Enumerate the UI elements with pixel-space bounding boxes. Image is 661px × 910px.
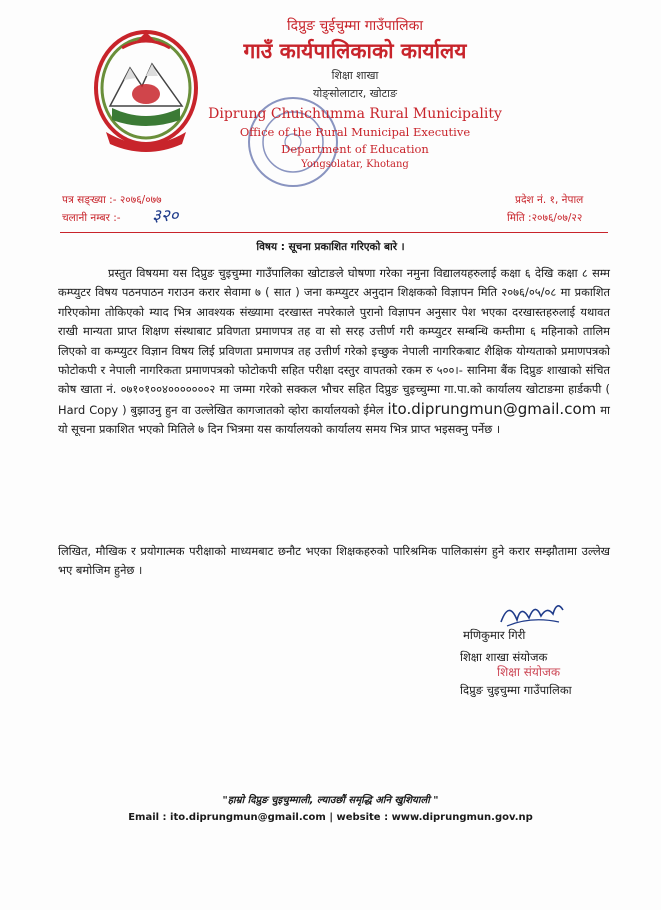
letter-subject: विषय : सूचना प्रकाशित गरिएको बारे । xyxy=(256,241,405,253)
email-address-inline: ito.diprungmun@gmail.com xyxy=(387,399,597,418)
paragraph-1-text-a: प्रस्तुत विषयमा यस दिप्रुङ चुइचुम्मा गाउँपालिका खोटाङले घोषणा गरेका नमुना विद्यालयहरुलाई कक्षा ६ देखि कक्षा ८ सम्म कम्प्युटर विषय पठनपाठन गराउन करार सेवामा ७ ( सात ) जना कम्प्युटर अनुदान शिक्षकको विज्ञापन मिति २०७६/०५/०८ मा प्रकाशित गरिएकोमा तोकिएको म्याद भित्र आवश्यक संख्यामा दरखास्त नपरेकाले पुरानो विज्ञापन अनुसार पेश भएका दरखास्तहरुलाई यथावत राखी मान्यता प्राप्त शिक्षण संस्थाबाट प्रविणता प्रमाणपत्र तह वा सो सरह उत्तीर्ण गरी कम्प्युटर सम्बन्धि कम्तीमा ६ महिनाको तालिम लिएको वा कम्प्युटर विज्ञान विषय लिई प्रविणता प्रमाणपत्र तह उत्तीर्ण गरेको इच्छुक नेपाली नागरिकबाट शैक्षिक योग्यताको प्रमाणपत्रको फोटोकपी र नेपाली नागरिकता प्रमाणपत्रको फोटोकपी सहित परीक्षा दस्तुर वापतको रकम रु ५००।- सानिमा बैंक दिप्रुङ शाखाको संचित कोष खाता नं. ०७१०१००४०००००००२ मा जम्मा गरेको सक्कल भौचर सहित दिप्रुङ चुइच्चुम्मा गा.पा.को कार्यालय खोटाङमा हार्डकपी ( xyxy=(58,266,610,397)
signature-scrawl xyxy=(497,596,567,632)
office-title-nepali: गाउँ कार्यपालिकाको कार्यालय xyxy=(243,39,467,63)
section-name-nepali: शिक्षा शाखा xyxy=(331,69,379,82)
department-english: Department of Education xyxy=(281,142,429,156)
municipality-motto: "हाम्रो दिप्रुङ चुइचुम्माली, ल्याउछौं समृद्धि अनि खुशियाली " xyxy=(222,795,439,806)
footer-email-label: Email : xyxy=(128,812,167,823)
body-paragraph-2: लिखित, मौखिक र प्रयोगात्मक परीक्षाको माध्यमबाट छनौट भएका शिक्षकहरुको पारिश्रमिक पालिकासंग हुने करार सम्झौतामा उल्लेख भए बमोजिम हुनेछ । xyxy=(58,544,610,578)
body-paragraph-1 xyxy=(58,264,610,440)
signatory-name: मणिकुमार गिरी xyxy=(463,628,526,642)
address-english: Yongsolatar, Khotang xyxy=(301,159,409,170)
letter-number: पत्र सङ्ख्या :- २०७६/०७७ xyxy=(62,194,162,206)
province-line: प्रदेश नं. १, नेपाल xyxy=(515,194,584,206)
dispatch-number-handwritten: ३२० xyxy=(152,206,179,226)
dispatch-number-label: चलानी नम्बर :- xyxy=(62,212,121,224)
municipality-name-english: Diprung Chuichumma Rural Municipality xyxy=(208,106,502,122)
footer-email: ito.diprungmun@gmail.com xyxy=(170,812,326,823)
paragraph-1-text-c: मा यो सूचना प्रकाशित भएको मितिले ७ दिन भित्रमा यस कार्यालयको कार्यालय समय भित्र प्राप्त भइसक्नु पर्नेछ । xyxy=(58,402,610,437)
designation-stamp: शिक्षा संयोजक xyxy=(497,665,561,679)
footer-website-label: | website : xyxy=(329,812,389,823)
contact-footer xyxy=(0,812,661,823)
header-divider xyxy=(60,232,608,233)
signatory-designation: शिक्षा शाखा संयोजक xyxy=(460,650,548,664)
office-title-english: Office of the Rural Municipal Executive xyxy=(239,125,471,139)
address-nepali: योङ्सोलाटार, खोटाङ xyxy=(313,87,397,100)
signatory-office: दिप्रुङ चुइचुम्मा गाउँपालिका xyxy=(460,683,572,697)
footer-website: www.diprungmun.gov.np xyxy=(391,812,533,823)
paragraph-1-text-b: ) बुझाउनु हुन वा उल्लेखित कागजातको व्होरा कार्यालयको ईमेल xyxy=(122,402,388,417)
nepal-emblem-icon xyxy=(92,28,200,156)
letter-date: मिति :२०७६/०७/२२ xyxy=(507,212,583,224)
municipality-name-nepali: दिप्रुङ चुईचुम्मा गाउँपालिका xyxy=(287,18,423,34)
hard-copy-term: Hard Copy xyxy=(58,402,123,417)
